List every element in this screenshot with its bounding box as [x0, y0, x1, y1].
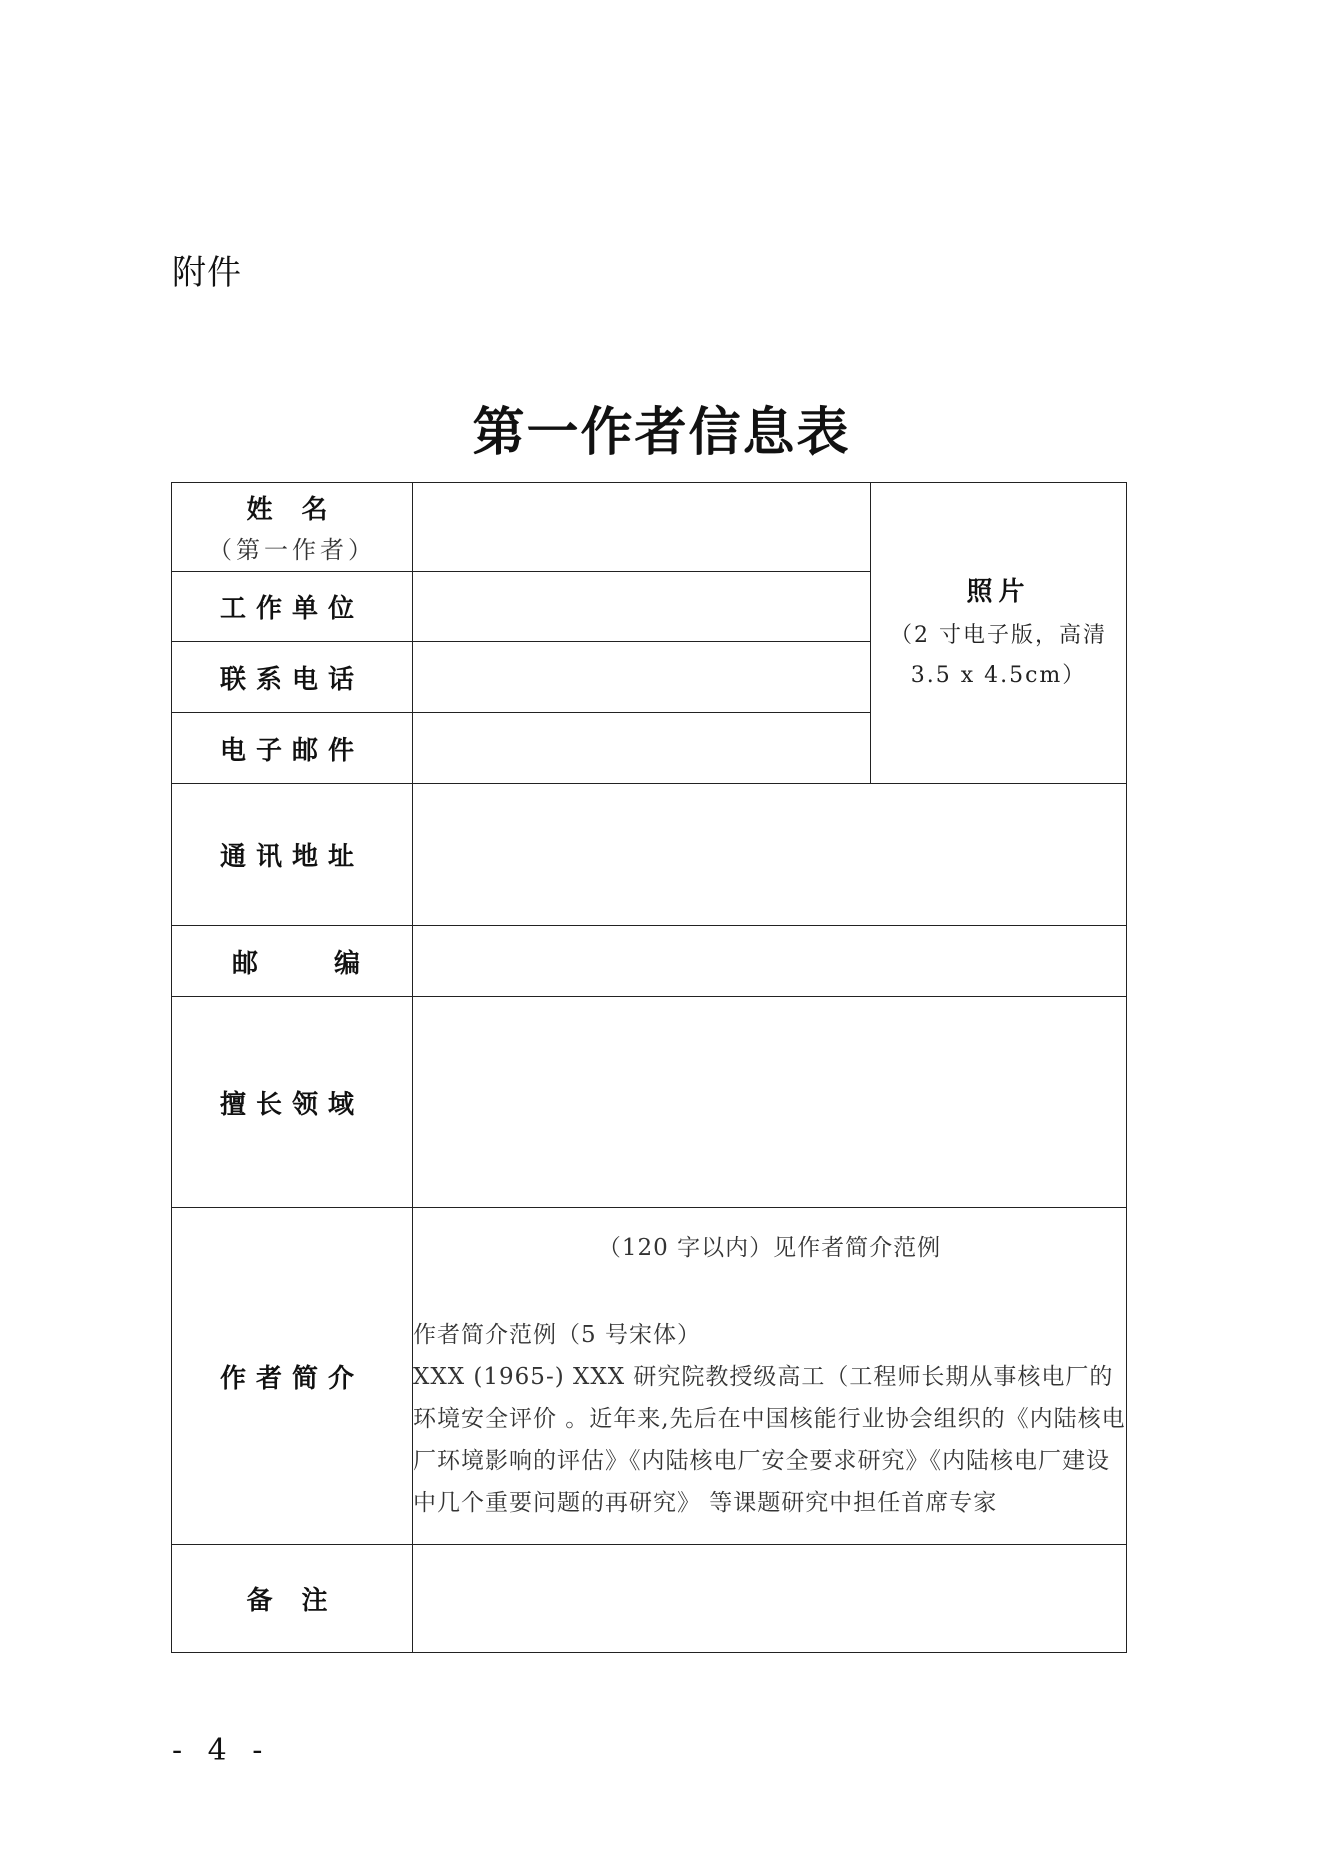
photo-note-line1: （2 寸电子版，高清	[890, 622, 1107, 648]
remarks-field[interactable]	[413, 1545, 1127, 1653]
postcode-label-cell	[172, 926, 413, 997]
email-field[interactable]	[413, 713, 871, 784]
author-info-form	[171, 482, 1127, 1653]
name-field[interactable]	[413, 483, 871, 572]
document-title: 第一作者信息表	[472, 402, 851, 463]
bio-sample-title: 作者简介范例（5 号宋体）	[413, 1321, 701, 1348]
employer-label: 工作单位	[172, 572, 413, 642]
page-number: - 4 -	[172, 1733, 271, 1768]
phone-field[interactable]	[413, 642, 871, 713]
bio-row	[172, 1208, 1127, 1545]
bio-field[interactable]	[413, 1208, 1127, 1545]
name-sublabel: （第一作者）	[208, 536, 376, 564]
name-row	[172, 483, 1127, 572]
name-label: 姓 名	[246, 495, 338, 525]
bio-sample-text: XXX (1965-) XXX 研究院教授级高工（工程师长期从事核电厂的 环境安全评价 。近年来,先后在中国核能行业协会组织的《内陆核电厂环境影响的评估》《内陆核电厂安全要求研究》《内陆核电厂建设中几个重要问题的再研究》 等课题研究中担任首席专家	[413, 1363, 1126, 1516]
remarks-label: 备 注	[172, 1545, 413, 1653]
photo-note-line2: 3.5 x 4.5cm）	[910, 662, 1087, 688]
name-label-cell	[172, 483, 413, 572]
expertise-field[interactable]	[413, 997, 1127, 1208]
bio-label: 作者简介	[172, 1208, 413, 1545]
phone-label: 联系电话	[172, 642, 413, 713]
postcode-label-left: 邮	[232, 948, 259, 979]
expertise-row	[172, 997, 1127, 1208]
photo-cell[interactable]	[871, 483, 1127, 784]
expertise-label: 擅长领域	[172, 997, 413, 1208]
attachment-label: 附件	[172, 253, 242, 293]
photo-title: 照片	[966, 576, 1031, 607]
address-row	[172, 784, 1127, 926]
email-label: 电子邮件	[172, 713, 413, 784]
postcode-label-right: 编	[333, 948, 360, 979]
postcode-row	[172, 926, 1127, 997]
address-field[interactable]	[413, 784, 1127, 926]
address-label: 通讯地址	[172, 784, 413, 926]
remarks-row	[172, 1545, 1127, 1653]
employer-field[interactable]	[413, 572, 871, 642]
bio-hint: （120 字以内）见作者简介范例	[597, 1234, 942, 1261]
postcode-field[interactable]	[413, 926, 1127, 997]
